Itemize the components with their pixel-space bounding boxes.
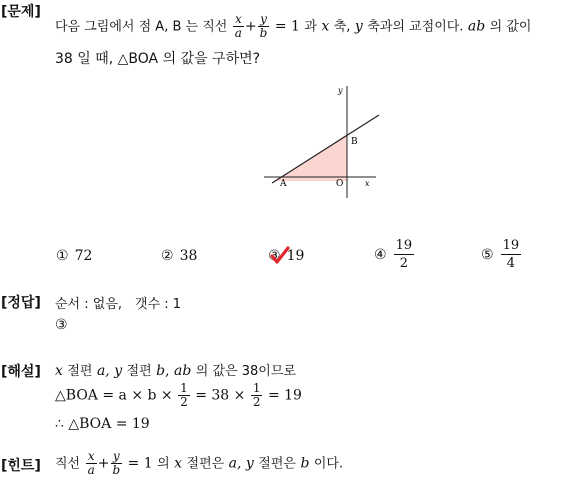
explanation-tag: [해설] xyxy=(1,364,41,380)
explanation-line-2: △BOA = a × b × $\frac{1}{2}$ = 38 × $\frac{1}{2}$ = 19 xyxy=(55,381,302,409)
answer-line-1: 순서 : 없음, 갯수 : 1 xyxy=(55,297,182,312)
explanation-line-3: ∴ △BOA = 19 xyxy=(55,416,150,432)
choice-1[interactable]: ① 72 xyxy=(56,248,93,264)
question-line-2: 38 일 때, △BOA 의 값을 구하면? xyxy=(55,51,261,67)
answer-line-2: ③ xyxy=(55,317,68,333)
explanation-line-1: x 절편 a, y 절편 b, ab 의 값은 38이므로 xyxy=(55,363,296,379)
x-axis-label: x xyxy=(365,179,370,188)
question-line-1: 다음 그림에서 점 A, B 는 직선 $\frac{x}{a}$ + $\frac{y}{b}$ = 1 과 x 축, y 축과의 교점이다. ab 의 값이 xyxy=(55,12,532,40)
hint-tag: [힌트] xyxy=(1,458,41,474)
triangle-figure xyxy=(258,82,388,202)
answer-tag: [정답] xyxy=(1,295,41,311)
choice-2[interactable]: ② 38 xyxy=(161,248,198,264)
choice-4[interactable]: ④ $\frac{19}{2}$ xyxy=(374,238,413,271)
choice-5[interactable]: ⑤ $\frac{19}{4}$ xyxy=(481,238,520,271)
fraction-x-over-a: $\frac{x}{a}$ xyxy=(234,12,242,40)
origin-label: O xyxy=(336,179,344,189)
fraction-y-over-b: $\frac{y}{b}$ xyxy=(259,12,268,40)
point-b-label: B xyxy=(351,137,358,147)
y-axis-label: y xyxy=(338,86,343,95)
point-a-label: A xyxy=(280,179,287,189)
choice-3[interactable]: ③ 19 xyxy=(268,248,305,264)
question-tag: [문제] xyxy=(1,4,41,20)
checkmark-icon xyxy=(270,246,290,266)
hint-line: 직선 $\frac{x}{a}$ + $\frac{y}{b}$ = 1 의 x 절편은 a, y 절편은 b 이다. xyxy=(55,449,344,477)
